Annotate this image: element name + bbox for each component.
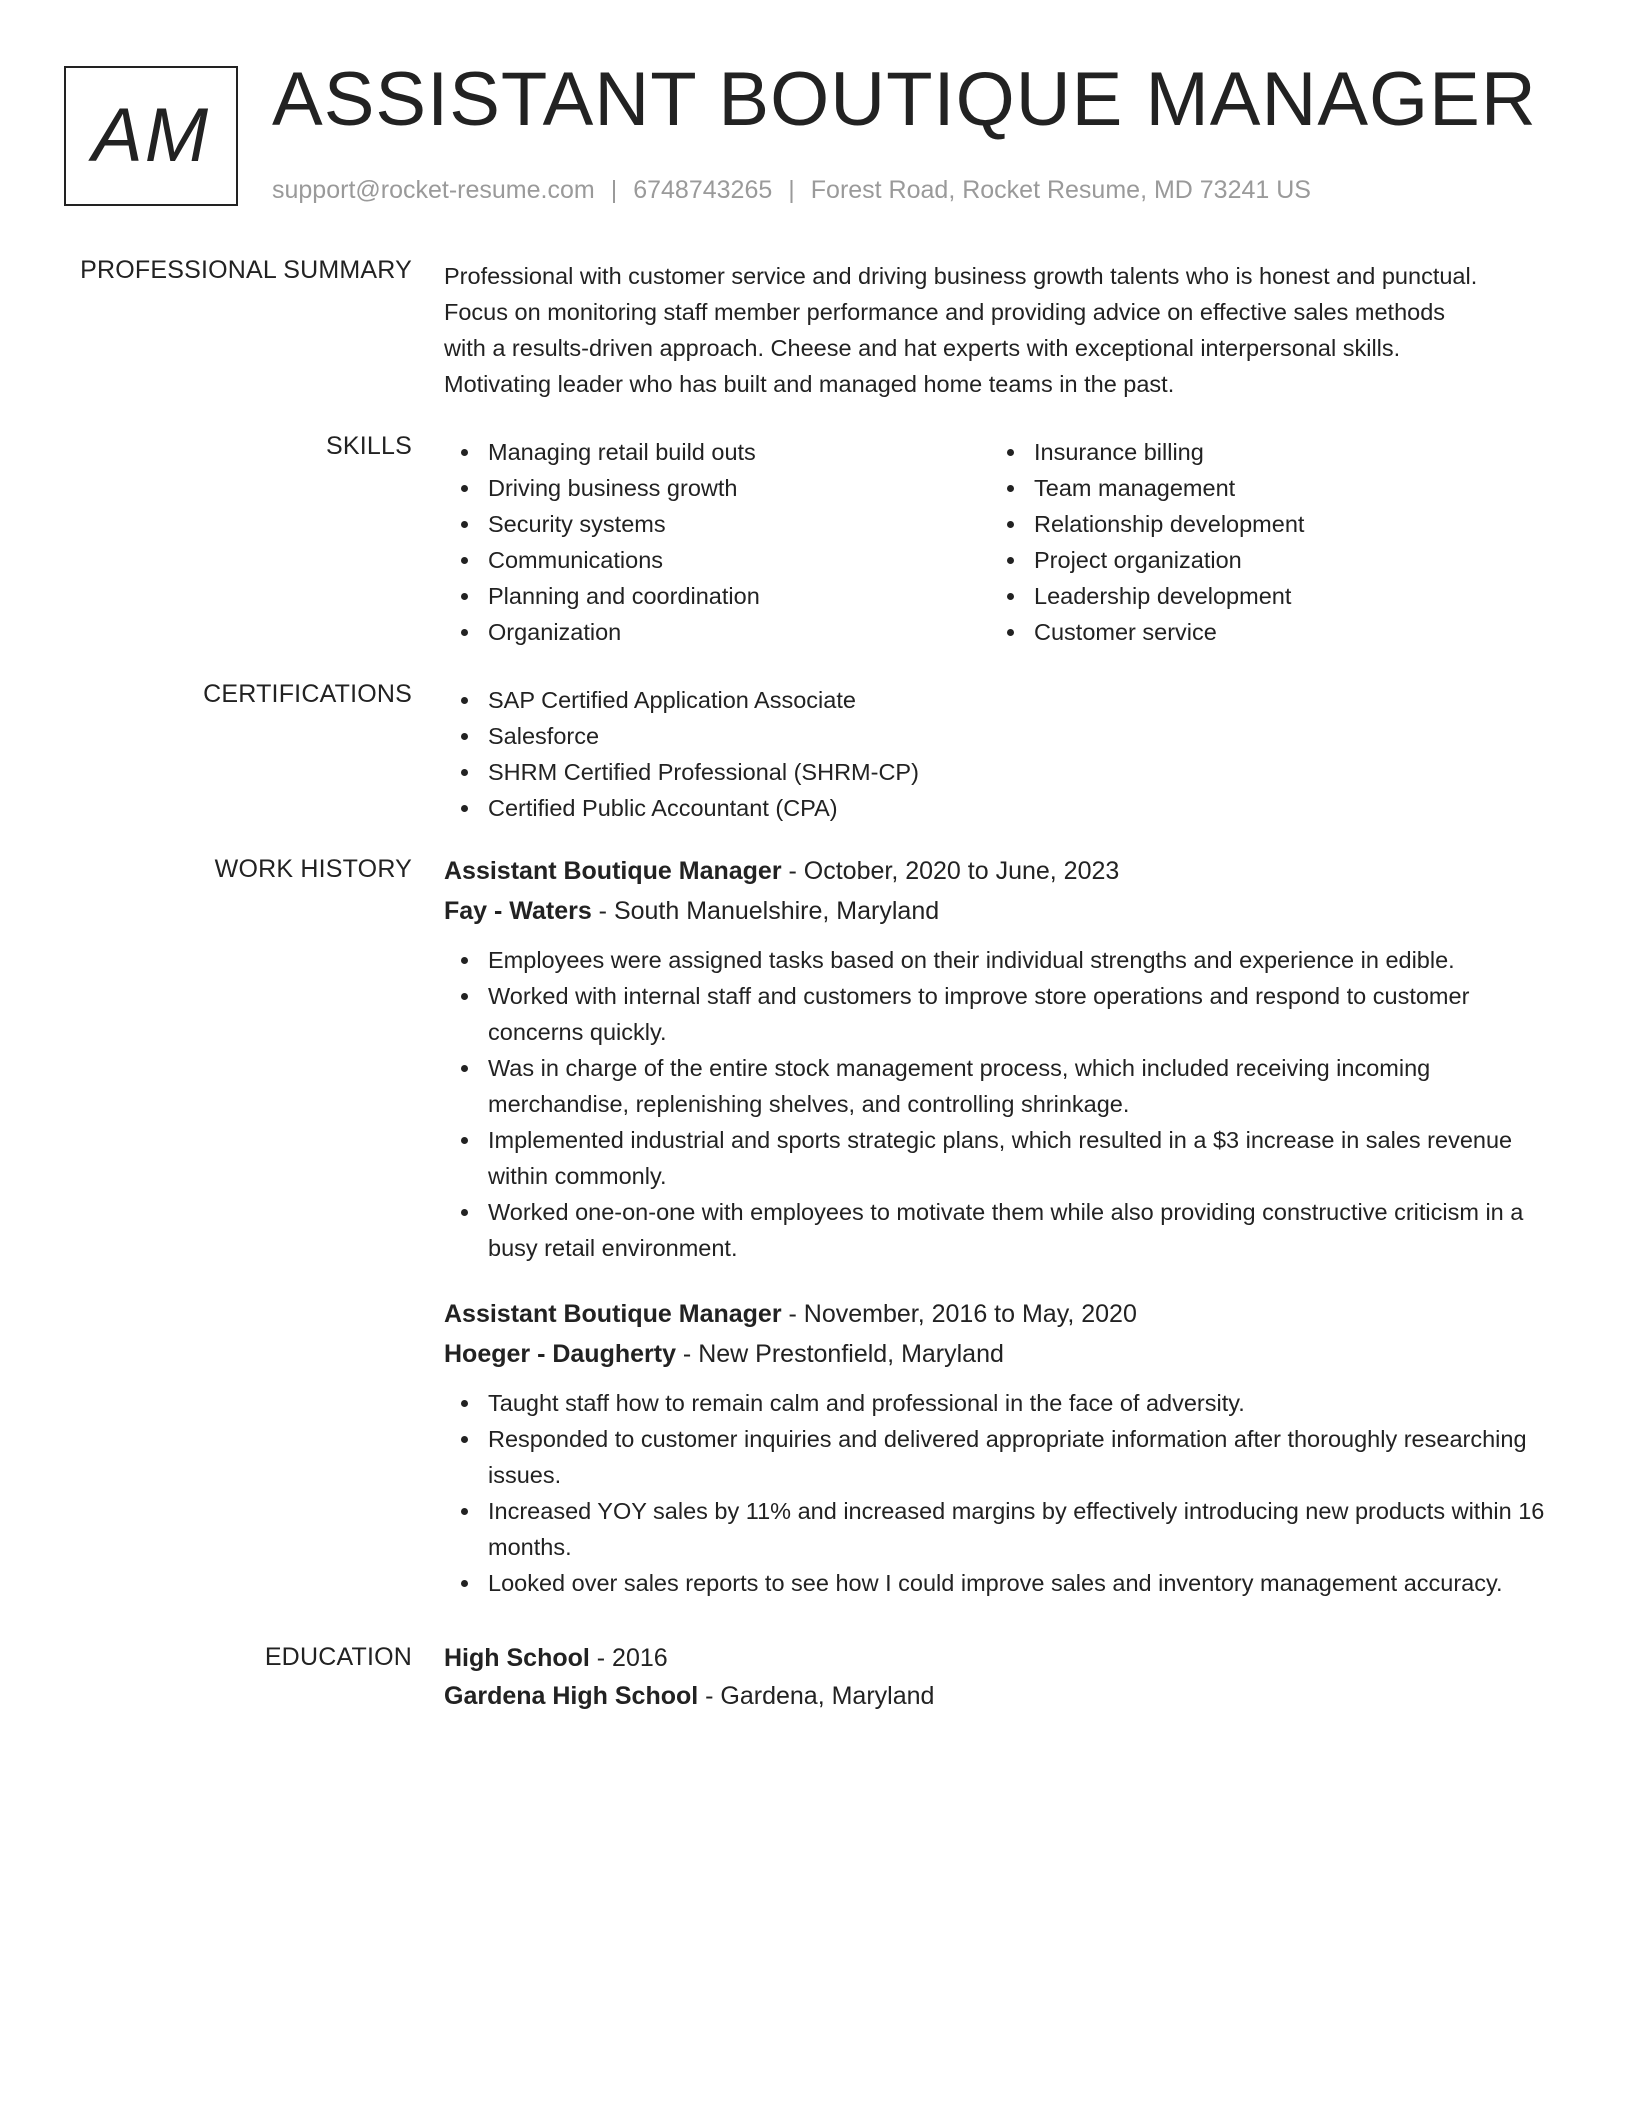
summary-line: Motivating leader who has built and managed home teams in the past. [444, 371, 1175, 397]
certification-item: SHRM Certified Professional (SHRM-CP) [444, 754, 1564, 790]
skills-label: SKILLS [326, 432, 412, 460]
certifications-label: CERTIFICATIONS [203, 680, 412, 708]
skill-item: Driving business growth [444, 470, 990, 506]
summary-line: Professional with customer service and driving business growth talents who is honest and punctual. [444, 263, 1478, 289]
skill-item: Team management [990, 470, 1536, 506]
job-bullet: Responded to customer inquiries and delivered appropriate information after thoroughly researching issues. [444, 1421, 1564, 1493]
skill-item: Organization [444, 614, 990, 650]
education-school: Gardena High School [444, 1682, 699, 1710]
job-bullet: Implemented industrial and sports strategic plans, which resulted in a $3 increase in sales revenue within commonly. [444, 1122, 1564, 1194]
job-title: Assistant Boutique Manager [444, 857, 782, 885]
job-company: Hoeger - Daugherty [444, 1340, 676, 1368]
skills-grid [444, 434, 1564, 650]
skill-item: Insurance billing [990, 434, 1536, 470]
skills-list-right [990, 434, 1536, 650]
contact-line [272, 176, 1311, 205]
job-company-line [444, 891, 1564, 931]
skill-item: Planning and coordination [444, 578, 990, 614]
summary-line: with a results-driven approach. Cheese and hat experts with exceptional interpersonal skills. [444, 335, 1401, 361]
job-location: - South Manuelshire, Maryland [591, 897, 940, 925]
job-bullets [444, 942, 1564, 1266]
job-location: - New Prestonfield, Maryland [675, 1340, 1004, 1368]
education-degree-line [444, 1639, 1564, 1677]
job-entry [444, 1294, 1564, 1601]
job-bullet: Taught staff how to remain calm and professional in the face of adversity. [444, 1385, 1564, 1421]
contact-email: support@rocket-resume.com [272, 176, 595, 204]
contact-address: Forest Road, Rocket Resume, MD 73241 US [810, 176, 1311, 204]
skill-item: Customer service [990, 614, 1536, 650]
work-history-content [444, 851, 1564, 1601]
certification-item: Salesforce [444, 718, 1564, 754]
summary-line: Focus on monitoring staff member performance and providing advice on effective sales methods [444, 299, 1446, 325]
job-title: Assistant Boutique Manager [444, 1300, 782, 1328]
work-history-label: WORK HISTORY [214, 855, 412, 883]
certification-item: SAP Certified Application Associate [444, 682, 1564, 718]
job-bullet: Was in charge of the entire stock management process, which included receiving incoming merchandise, replenishing shelves, and controlling shrinkage. [444, 1050, 1564, 1122]
contact-phone: 6748743265 [633, 176, 773, 204]
job-entry [444, 851, 1564, 1266]
skill-item: Managing retail build outs [444, 434, 990, 470]
education-year: - 2016 [589, 1644, 668, 1672]
contact-separator: | [610, 176, 618, 204]
certifications-list [444, 682, 1564, 826]
education-content [444, 1639, 1564, 1715]
education-school-line [444, 1677, 1564, 1715]
job-bullet: Employees were assigned tasks based on their individual strengths and experience in edible. [444, 942, 1564, 978]
skill-item: Security systems [444, 506, 990, 542]
contact-separator: | [788, 176, 795, 204]
skill-item: Relationship development [990, 506, 1536, 542]
job-bullet: Worked with internal staff and customers to improve store operations and respond to customer concerns quickly. [444, 978, 1564, 1050]
skills-list-left [444, 434, 990, 650]
education-label: EDUCATION [264, 1643, 412, 1671]
certification-item: Certified Public Accountant (CPA) [444, 790, 1564, 826]
resume-title: ASSISTANT BOUTIQUE MANAGER [272, 57, 1537, 142]
job-dates: - October, 2020 to June, 2023 [781, 857, 1120, 885]
summary-label: PROFESSIONAL SUMMARY [80, 256, 412, 284]
education-degree: High School [444, 1644, 590, 1672]
monogram-initials: AM [92, 93, 210, 178]
job-dates: - November, 2016 to May, 2020 [781, 1300, 1137, 1328]
job-title-line [444, 851, 1564, 891]
job-bullet: Increased YOY sales by 11% and increased margins by effectively introducing new products within 16 months. [444, 1493, 1564, 1565]
job-bullet: Worked one-on-one with employees to motivate them while also providing constructive criticism in a busy retail environment. [444, 1194, 1564, 1266]
job-bullet: Looked over sales reports to see how I could improve sales and inventory management accuracy. [444, 1565, 1564, 1601]
skill-item: Communications [444, 542, 990, 578]
education-location: - Gardena, Maryland [698, 1682, 935, 1710]
skill-item: Leadership development [990, 578, 1536, 614]
job-title-line [444, 1294, 1564, 1334]
summary-text [444, 258, 1564, 402]
skill-item: Project organization [990, 542, 1536, 578]
job-bullets [444, 1385, 1564, 1601]
job-company-line [444, 1334, 1564, 1374]
job-company: Fay - Waters [444, 897, 592, 925]
monogram-box [64, 66, 238, 206]
